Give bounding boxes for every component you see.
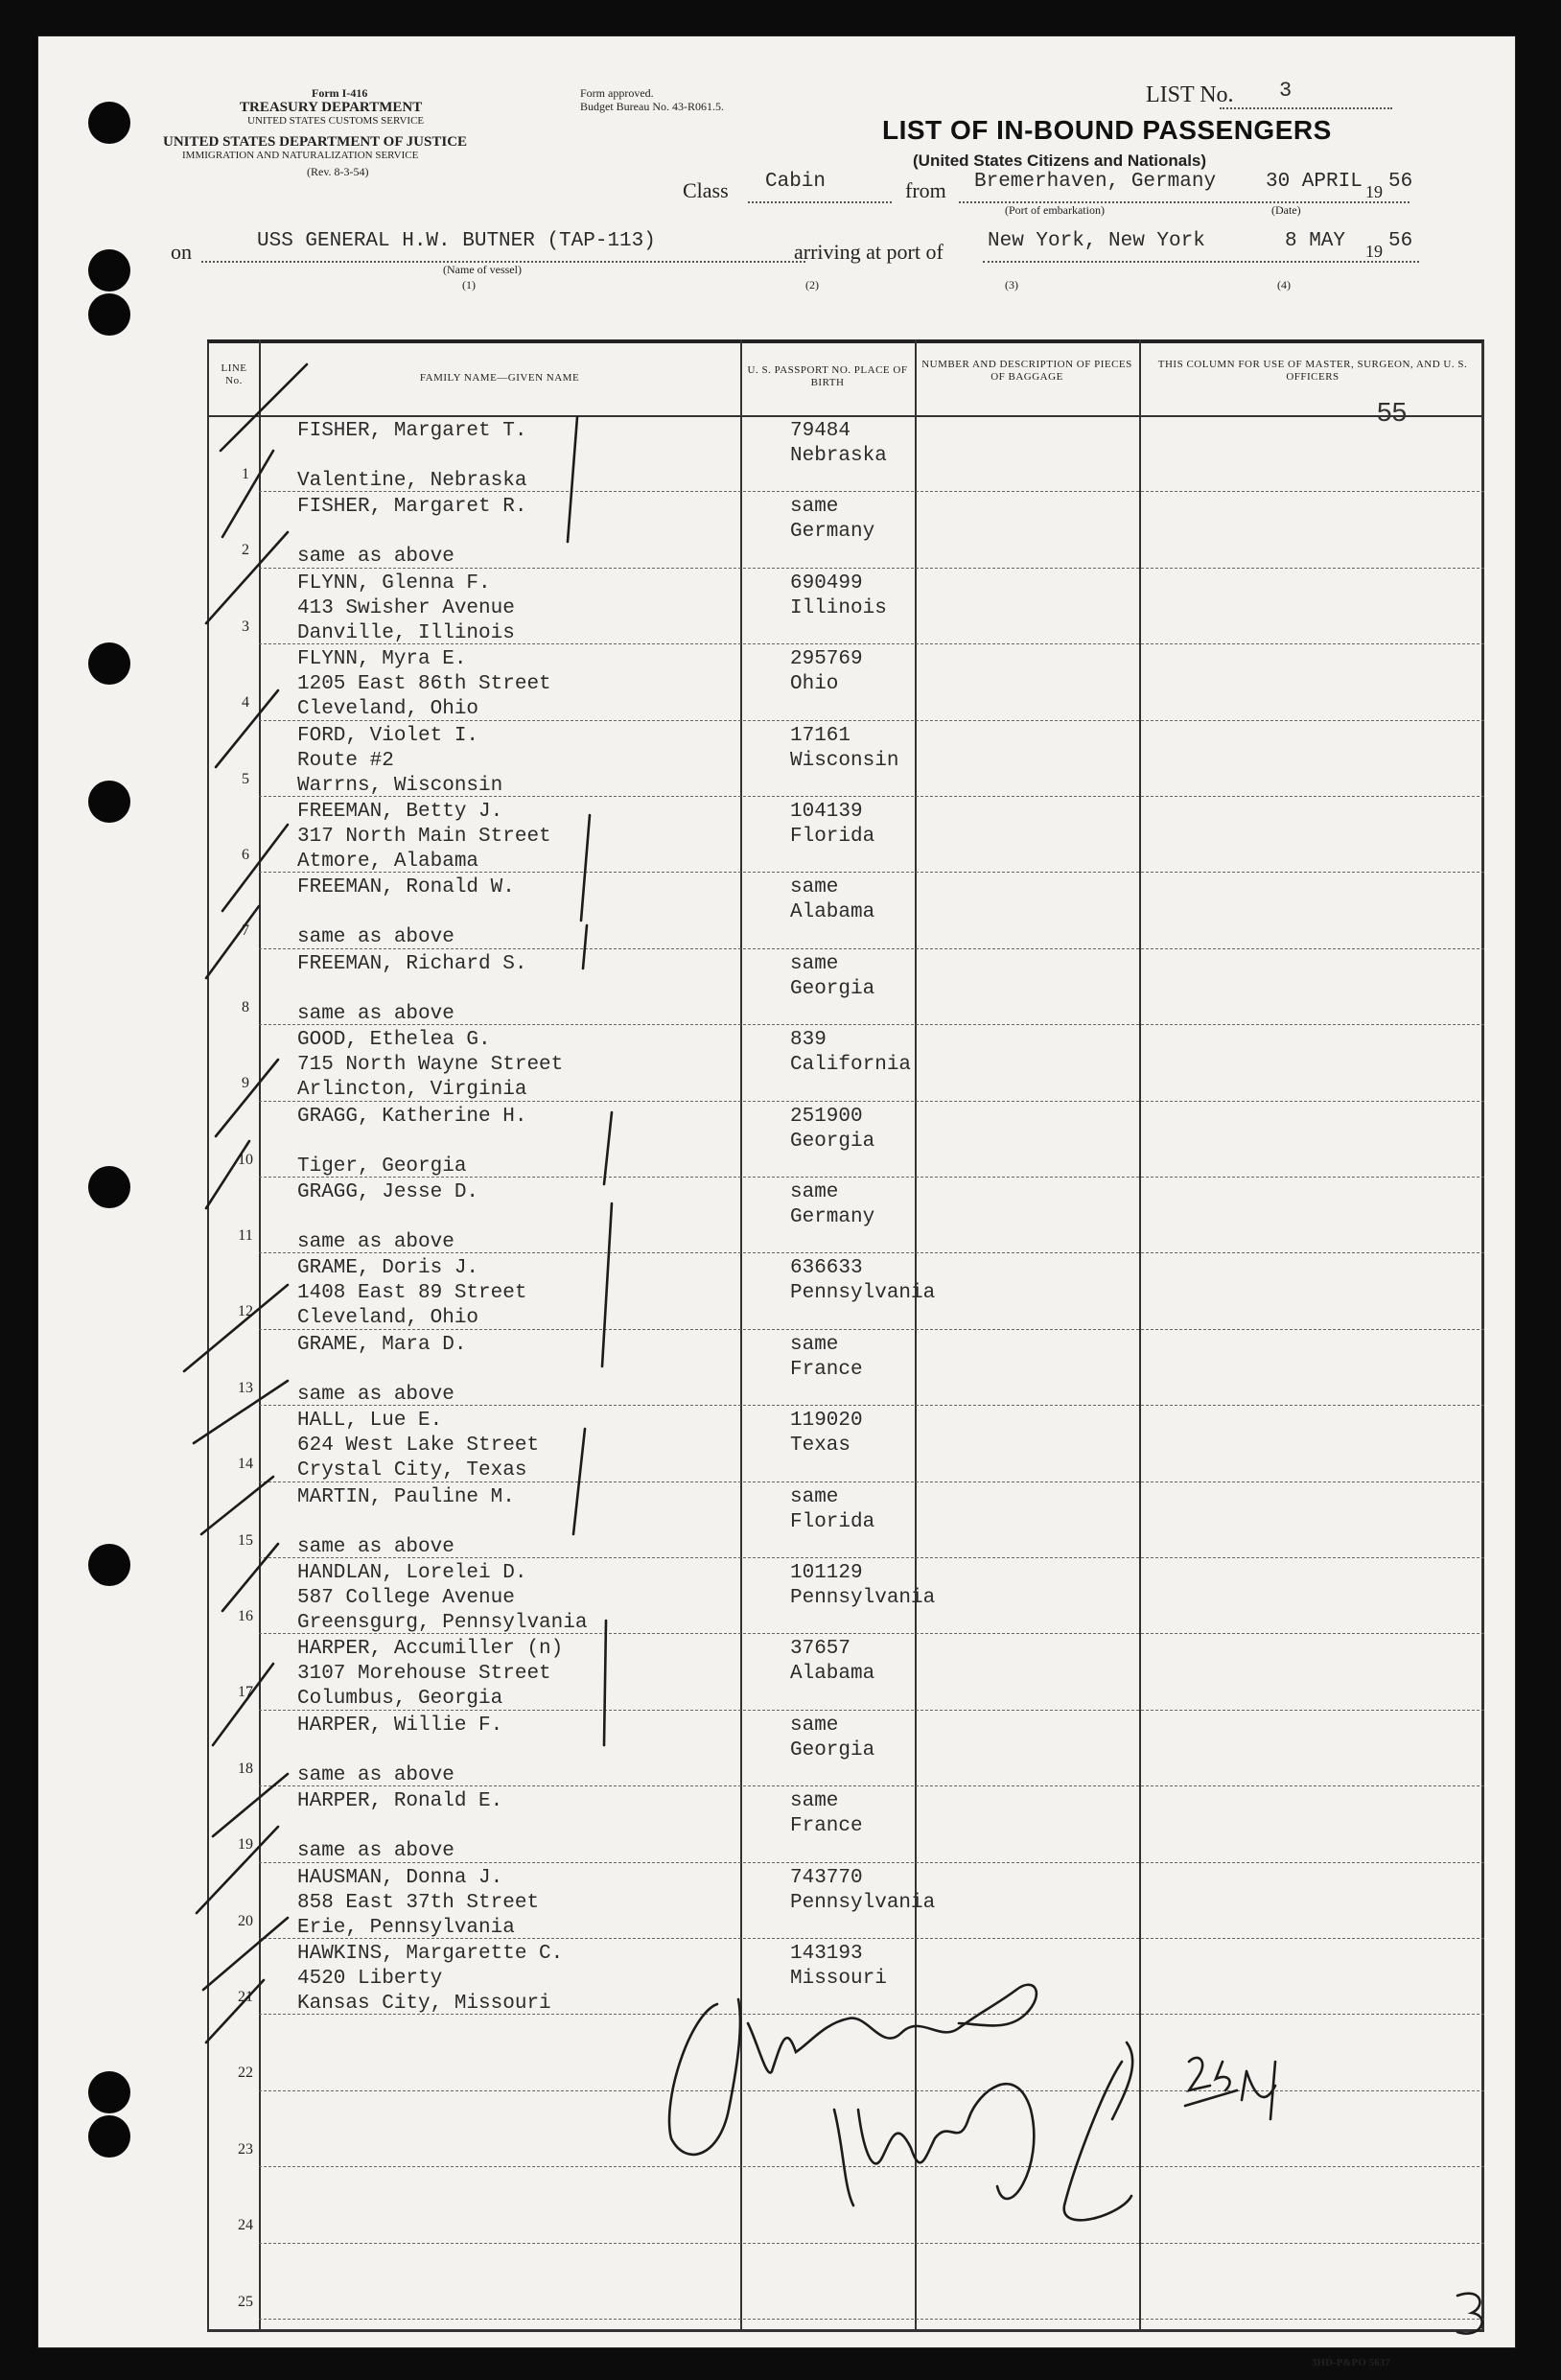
check-mark [203,1918,288,1990]
place-of-birth: Missouri [790,1968,887,1990]
line-number: 8 [242,998,249,1015]
port-arrival: New York, New York [988,230,1205,252]
passport-number: 79484 [790,420,851,442]
passenger-address: 1408 East 89 Street [297,1282,527,1305]
passenger-name: HALL, Lue E. [297,1410,443,1433]
passenger-address: Route #2 [297,749,394,772]
passport-number: 101129 [790,1562,863,1584]
check-mark [201,1477,273,1534]
passenger-address: same as above [297,546,454,569]
place-of-birth: Pennsylvania [790,1282,936,1305]
year-arrival: 56 [1388,230,1413,252]
place-of-birth: Pennsylvania [790,1587,936,1609]
passenger-name: GRAME, Mara D. [297,1333,467,1356]
line-number: 7 [242,922,249,940]
year-prefix: 19 [1365,182,1383,201]
passenger-name: HAUSMAN, Donna J. [297,1866,503,1889]
passenger-name: FREEMAN, Ronald W. [297,876,515,899]
line-number: 24 [238,2217,253,2234]
line-number: 14 [238,1456,253,1473]
year-embark: 56 [1388,171,1413,193]
passenger-address: 413 Swisher Avenue [297,596,515,619]
signature-scribble [1064,2042,1132,2220]
passenger-address: Arlincton, Virginia [297,1079,527,1102]
date-caption: (Date) [1271,203,1301,217]
passenger-name: FISHER, Margaret T. [297,420,527,442]
signature-scribble [834,2084,1034,2205]
passenger-name: FLYNN, Glenna F. [297,572,491,595]
footer-code: 3HD-P&PO 5637 [1312,2357,1390,2368]
budget-bureau: Budget Bureau No. 43-R061.5. [580,100,724,113]
passenger-name: GRAME, Doris J. [297,1257,479,1280]
col-header-passport: U. S. PASSPORT NO. PLACE OF BIRTH [747,364,908,388]
passenger-address: Erie, Pennsylvania [297,1916,515,1939]
line-number: 23 [238,2140,253,2158]
bracket-line [604,1112,612,1184]
line-number: 19 [238,1836,253,1854]
passenger-address: 3107 Morehouse Street [297,1663,551,1686]
passenger-address: same as above [297,1383,454,1406]
line-number: 21 [238,1989,253,2005]
from-label: from [905,178,946,202]
passport-number: same [790,1790,839,1813]
passport-number: 251900 [790,1105,863,1128]
col-header-officers: THIS COLUMN FOR USE OF MASTER, SURGEON, AND U. S. OFFICERS [1157,359,1468,383]
passport-number: 636633 [790,1257,863,1280]
check-mark [197,1827,278,1913]
check-mark [206,532,288,623]
passport-number: same [790,1333,839,1356]
list-no-value: 3 [1279,79,1293,103]
justice-dept: UNITED STATES DEPARTMENT OF JUSTICE [163,134,468,150]
vessel-name: USS GENERAL H.W. BUTNER (TAP-113) [257,230,656,252]
bracket-line [581,815,590,921]
passenger-name: HARPER, Ronald E. [297,1790,503,1813]
passenger-name: HAWKINS, Margarette C. [297,1943,564,1965]
check-mark [222,825,288,911]
col-marker: (4) [1277,278,1291,292]
customs-service: UNITED STATES CUSTOMS SERVICE [247,115,425,127]
check-mark [184,1285,288,1371]
passenger-address: 1205 East 86th Street [297,673,551,696]
check-mark [213,1664,273,1745]
place-of-birth: Nebraska [790,445,887,467]
passenger-address: Valentine, Nebraska [297,470,527,492]
place-of-birth: Germany [790,521,875,544]
line-number: 20 [238,1912,253,1929]
passenger-address: Greensgurg, Pennsylvania [297,1612,588,1634]
passenger-name: FISHER, Margaret R. [297,496,527,519]
line-number: 5 [242,770,249,787]
date-embark: 30 APRIL [1266,171,1363,193]
passenger-address: same as above [297,926,454,949]
line-number: 6 [242,847,249,863]
line-number: 10 [238,1151,253,1168]
arriving-label: arriving at port of [794,240,944,264]
line-number: 3 [242,618,249,635]
passenger-address: Columbus, Georgia [297,1688,503,1711]
passenger-address: 317 North Main Street [297,826,551,848]
passenger-name: FORD, Violet I. [297,724,479,747]
bracket-line [573,1429,585,1534]
col-marker: (3) [1005,278,1018,292]
place-of-birth: Georgia [790,1738,875,1762]
passenger-name: HANDLAN, Lorelei D. [297,1562,527,1584]
note-scribble [1185,2058,1275,2119]
passport-number: same [790,1181,839,1203]
passenger-name: MARTIN, Pauline M. [297,1485,515,1508]
form-revision: (Rev. 8-3-54) [307,165,369,178]
line-number: 22 [238,2065,253,2082]
place-of-birth: Florida [790,1510,875,1533]
page-subtitle: (United States Citizens and Nationals) [913,152,1207,170]
place-of-birth: Pennsylvania [790,1891,936,1914]
year-prefix-arrival: 19 [1365,242,1383,261]
col-header-name: FAMILY NAME—GIVEN NAME [419,372,580,384]
place-of-birth: Georgia [790,1130,875,1153]
line-number: 18 [238,1760,253,1777]
passenger-name: FLYNN, Myra E. [297,648,467,671]
passenger-address: 624 West Lake Street [297,1435,540,1458]
date-arrival: 8 MAY [1285,230,1346,252]
passport-number: 743770 [790,1866,863,1889]
passport-number: 295769 [790,648,863,671]
place-of-birth: France [790,1358,863,1381]
port-embark-caption: (Port of embarkation) [1005,203,1105,217]
col-header-baggage: NUMBER AND DESCRIPTION OF PIECES OF BAGGAGE [921,359,1132,383]
bracket-line [604,1621,606,1745]
passenger-address: same as above [297,1840,454,1863]
line-number: 17 [238,1684,253,1701]
ins-service: IMMIGRATION AND NATURALIZATION SERVICE [182,150,419,161]
passport-number: 104139 [790,801,863,823]
check-mark [216,1060,278,1136]
place-of-birth: Georgia [790,977,875,1000]
line-number: 25 [238,2293,253,2310]
bracket-line [602,1203,612,1366]
passenger-name: GOOD, Ethelea G. [297,1029,491,1052]
bracket-line [583,925,587,968]
passport-number: 37657 [790,1638,851,1661]
line-number: 12 [238,1303,253,1320]
form-approved: Form approved. [580,86,654,100]
on-label: on [171,240,192,264]
form-number: Form I-416 [312,86,368,100]
line-number: 2 [242,542,249,559]
check-mark [222,451,273,537]
passport-number: same [790,496,839,519]
treasury-dept: TREASURY DEPARTMENT [240,100,423,115]
passport-number: 690499 [790,572,863,595]
place-of-birth: Alabama [790,1663,875,1686]
passenger-name: GRAGG, Jesse D. [297,1181,479,1203]
passenger-address: Cleveland, Ohio [297,698,479,721]
officer-annotation: 55 [1377,397,1408,427]
signature-scribble [669,1985,1037,2155]
passenger-address: Tiger, Georgia [297,1155,467,1178]
passenger-address: Atmore, Alabama [297,851,479,873]
passenger-address: 858 East 37th Street [297,1891,540,1914]
check-mark [206,1141,249,1208]
port-embark: Bremerhaven, Germany [974,171,1217,193]
bracket-line [568,417,577,542]
passenger-name: FREEMAN, Betty J. [297,801,503,823]
passenger-address: Warrns, Wisconsin [297,774,503,797]
passport-number: 143193 [790,1943,863,1965]
passenger-name: HARPER, Willie F. [297,1714,503,1737]
vessel-caption: (Name of vessel) [443,263,522,276]
place-of-birth: California [790,1054,912,1077]
passenger-address: same as above [297,1231,454,1253]
class-label: Class [683,178,729,202]
passenger-address: 4520 Liberty [297,1968,443,1990]
passport-number: same [790,952,839,975]
passport-number: 839 [790,1029,827,1052]
check-mark [216,690,278,767]
place-of-birth: Alabama [790,901,875,924]
place-of-birth: Florida [790,826,875,848]
passport-number: same [790,1714,839,1737]
list-no-label: LIST No. [1146,82,1234,107]
place-of-birth: France [790,1815,863,1838]
passenger-name: GRAGG, Katherine H. [297,1105,527,1128]
line-number: 13 [238,1379,253,1396]
place-of-birth: Wisconsin [790,749,899,772]
check-mark [222,1544,278,1611]
col-marker: (2) [805,278,819,292]
passenger-address: 715 North Wayne Street [297,1054,564,1077]
passport-number: 119020 [790,1410,863,1433]
line-number: 1 [242,466,249,482]
place-of-birth: Germany [790,1206,875,1228]
place-of-birth: Ohio [790,673,839,696]
col-header-line: LINE No. [221,362,247,386]
passenger-address: same as above [297,1002,454,1025]
passport-number: 17161 [790,724,851,747]
passenger-name: HARPER, Accumiller (n) [297,1638,564,1661]
passport-number: same [790,876,839,899]
passenger-address: Kansas City, Missouri [297,1993,551,2015]
passport-number: same [790,1485,839,1508]
check-mark [206,906,259,978]
check-mark [206,1980,264,2042]
col-marker: (1) [462,278,476,292]
passenger-address: same as above [297,1763,454,1786]
passenger-address: Cleveland, Ohio [297,1307,479,1330]
check-mark [221,364,307,451]
line-number: 9 [242,1075,249,1092]
page-title: LIST OF IN-BOUND PASSENGERS [882,115,1332,145]
check-mark [194,1381,288,1443]
line-number: 16 [238,1608,253,1624]
passenger-address: same as above [297,1535,454,1558]
passenger-address: 587 College Avenue [297,1587,515,1609]
line-number: 15 [238,1531,253,1549]
line-number: 11 [238,1227,253,1244]
passenger-address: Crystal City, Texas [297,1459,527,1482]
corner-mark [1457,2294,1482,2334]
line-number: 4 [242,694,249,712]
place-of-birth: Texas [790,1435,851,1458]
passenger-address: Danville, Illinois [297,621,515,644]
class-value: Cabin [765,171,827,193]
place-of-birth: Illinois [790,596,887,619]
passenger-name: FREEMAN, Richard S. [297,952,527,975]
